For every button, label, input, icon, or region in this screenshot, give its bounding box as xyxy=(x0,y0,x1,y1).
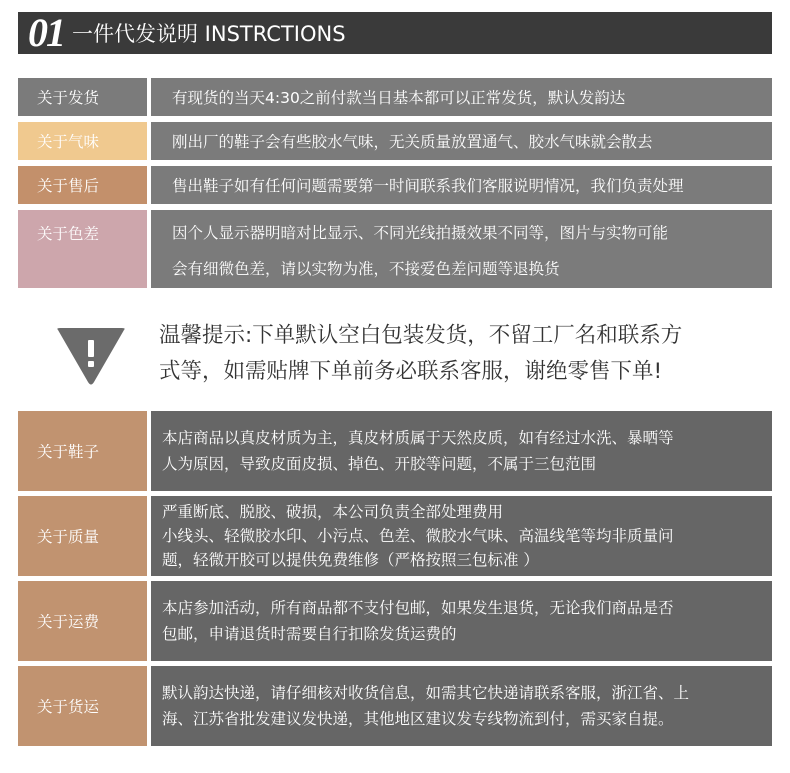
row-content xyxy=(151,411,772,491)
row-label: 关于气味 xyxy=(18,122,147,160)
row-text-line: 人为原因，导致皮面皮损、掉色、开胶等问题，不属于三包范围 xyxy=(162,455,597,473)
policy-row-quality xyxy=(18,496,772,576)
policy-row-shoes xyxy=(18,411,772,491)
row-content xyxy=(151,78,772,116)
info-row-shipping xyxy=(18,78,772,116)
row-text-line: 小线头、轻微胶水印、小污点、色差、微胶水气味、高温线笔等均非质量问 xyxy=(162,527,674,545)
row-text-line: 刚出厂的鞋子会有些胶水气味，无关质量放置通气、胶水气味就会散去 xyxy=(172,133,653,151)
row-text-line: 海、江苏省批发建议发快递，其他地区建议发专线物流到付，需买家自提。 xyxy=(162,710,674,728)
policy-row-freight xyxy=(18,581,772,661)
row-text-line: 严重断底、脱胶、破损，本公司负责全部处理费用 xyxy=(162,503,504,521)
section-title: 一件代发说明 INSTRCTIONS xyxy=(72,22,346,46)
row-content xyxy=(151,581,772,661)
row-content xyxy=(151,166,772,204)
notice-line: 式等，如需贴牌下单前务必联系客服，谢绝零售下单! xyxy=(159,359,663,384)
row-content xyxy=(151,496,772,576)
row-content xyxy=(151,210,772,288)
info-row-color-diff xyxy=(18,210,772,288)
row-text-line: 因个人显示器明暗对比显示、不同光线拍摄效果不同等，图片与实物可能 xyxy=(172,223,669,242)
info-row-smell xyxy=(18,122,772,160)
row-text-line: 题，轻微开胶可以提供免费维修（严格按照三包标准 ） xyxy=(162,551,539,569)
row-label: 关于色差 xyxy=(18,210,147,288)
notice-line: 温馨提示:下单默认空白包装发货，不留工厂名和联系方 xyxy=(159,323,683,348)
row-content xyxy=(151,666,772,746)
section-header xyxy=(18,12,772,54)
row-text-line: 会有细微色差，请以实物为准，不接爱色差问题等退换货 xyxy=(172,259,560,278)
row-label: 关于售后 xyxy=(18,166,147,204)
row-text-line: 默认韵达快递，请仔细核对收货信息，如需其它快递请联系客服，浙江省、上 xyxy=(162,684,690,702)
row-label: 关于运费 xyxy=(18,581,147,661)
policy-row-logistics xyxy=(18,666,772,746)
row-text-line: 售出鞋子如有任何问题需要第一时间联系我们客服说明情况，我们负责处理 xyxy=(172,177,684,195)
info-row-aftersale xyxy=(18,166,772,204)
row-label: 关于发货 xyxy=(18,78,147,116)
notice-box xyxy=(18,315,772,395)
section-number: 01 xyxy=(28,10,64,55)
row-text-line: 本店商品以真皮材质为主，真皮材质属于天然皮质，如有经过水洗、暴晒等 xyxy=(162,429,674,447)
row-label: 关于鞋子 xyxy=(18,411,147,491)
warning-triangle-icon xyxy=(54,324,128,390)
row-label: 关于货运 xyxy=(18,666,147,746)
row-text-line: 有现货的当天4:30之前付款当日基本都可以正常发货，默认发韵达 xyxy=(172,89,626,107)
row-text-line: 包邮，申请退货时需要自行扣除发货运费的 xyxy=(162,625,457,643)
notice-text xyxy=(159,318,769,390)
row-text-line: 本店参加活动，所有商品都不支付包邮，如果发生退货，无论我们商品是否 xyxy=(162,599,674,617)
row-content xyxy=(151,122,772,160)
row-label: 关于质量 xyxy=(18,496,147,576)
